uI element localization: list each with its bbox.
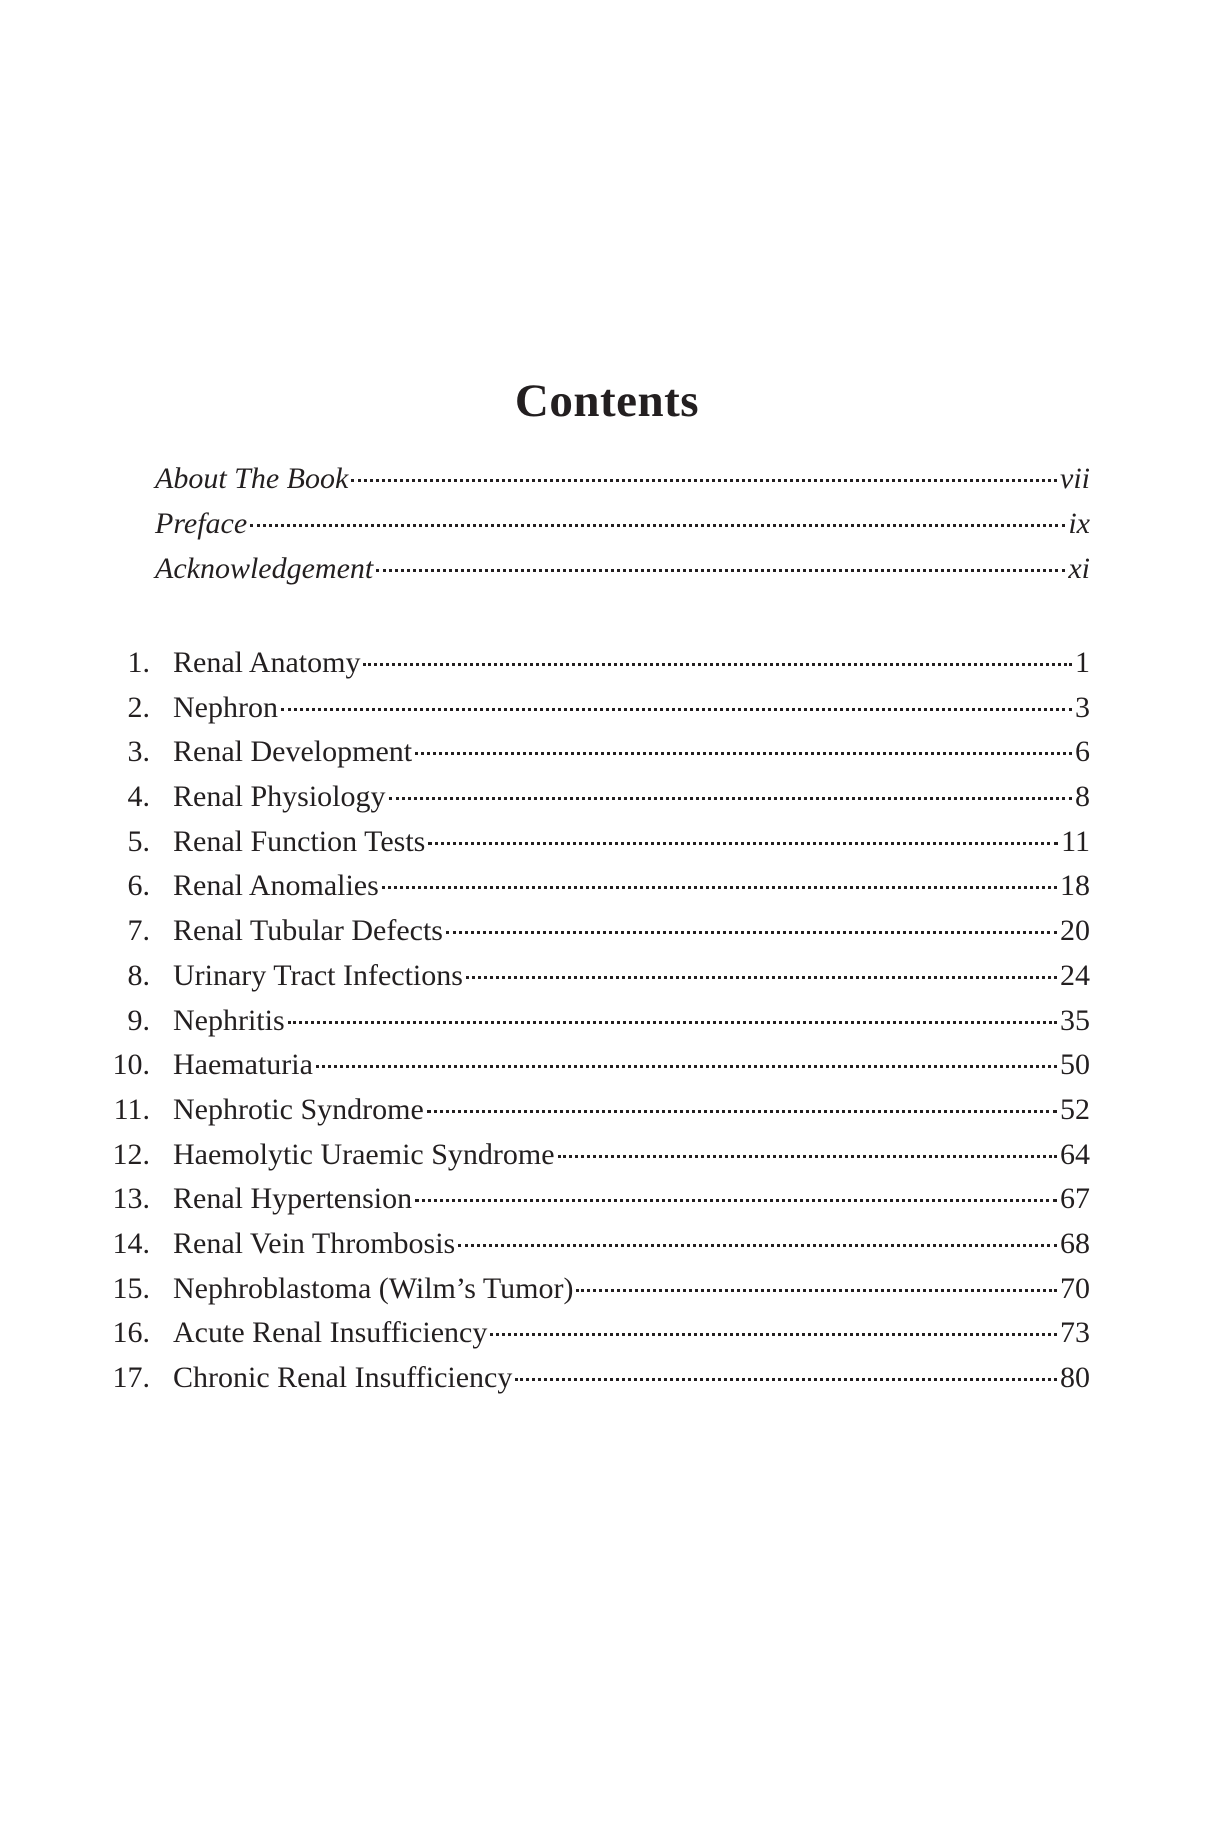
chapter-title: Renal Physiology <box>173 780 386 814</box>
chapter-number: 16. <box>112 1316 150 1350</box>
chapter-title: Urinary Tract Infections <box>173 958 463 992</box>
page-number: 52 <box>1060 1092 1090 1126</box>
chapter-entry[interactable] <box>90 1048 1090 1093</box>
page-number: 67 <box>1060 1182 1090 1216</box>
page-number: 73 <box>1060 1316 1090 1350</box>
page-title: Contents <box>514 375 700 427</box>
chapter-entry[interactable] <box>90 1138 1090 1183</box>
chapter-number: 3. <box>127 735 150 769</box>
chapter-entry[interactable] <box>90 959 1090 1004</box>
dot-leader <box>576 1289 1057 1292</box>
dot-leader <box>415 752 1072 755</box>
chapter-list <box>90 646 1090 1406</box>
chapter-number: 9. <box>127 1003 150 1037</box>
chapter-number: 8. <box>127 958 150 992</box>
dot-leader <box>558 1155 1057 1158</box>
chapter-number: 14. <box>112 1226 150 1260</box>
entry-title: Preface <box>155 507 248 540</box>
chapter-title: Nephron <box>173 690 278 724</box>
dot-leader <box>415 1199 1057 1202</box>
dot-leader <box>351 479 1057 482</box>
chapter-number: 7. <box>127 914 150 948</box>
chapter-title: Renal Development <box>173 735 413 769</box>
chapter-title: Haematuria <box>173 1048 313 1082</box>
chapter-title: Haemolytic Uraemic Syndrome <box>173 1137 555 1171</box>
page-number: 80 <box>1060 1361 1090 1394</box>
dot-leader <box>288 1021 1057 1024</box>
page-number: vii <box>1060 462 1090 495</box>
chapter-entry[interactable] <box>90 869 1090 914</box>
dot-leader <box>428 842 1058 845</box>
page-number: 70 <box>1060 1271 1090 1305</box>
chapter-title: Chronic Renal Insufficiency <box>173 1361 513 1394</box>
dot-leader <box>250 524 1065 527</box>
dot-leader <box>427 1110 1057 1113</box>
page-number: 68 <box>1060 1226 1090 1260</box>
chapter-title: Renal Tubular Defects <box>173 914 443 948</box>
front-matter-list <box>155 462 1090 597</box>
dot-leader <box>458 1244 1057 1247</box>
dot-leader <box>281 708 1072 711</box>
chapter-number: 4. <box>127 780 150 814</box>
chapter-number: 6. <box>127 869 150 903</box>
page-number: 64 <box>1060 1137 1090 1171</box>
chapter-number: 11. <box>113 1092 150 1126</box>
dot-leader <box>389 797 1072 800</box>
chapter-entry[interactable] <box>90 914 1090 959</box>
chapter-number: 1. <box>127 646 150 679</box>
chapter-number: 15. <box>112 1271 150 1305</box>
page-number: 20 <box>1060 914 1090 948</box>
chapter-number: 10. <box>112 1048 150 1082</box>
chapter-entry[interactable] <box>90 825 1090 870</box>
chapter-entry[interactable] <box>90 646 1090 691</box>
page-number: 18 <box>1060 869 1090 903</box>
dot-leader <box>466 976 1057 979</box>
chapter-title: Renal Function Tests <box>173 824 426 858</box>
dot-leader <box>515 1378 1057 1381</box>
page-number: 1 <box>1075 646 1090 679</box>
chapter-entry[interactable] <box>90 1227 1090 1272</box>
chapter-entry[interactable] <box>90 1361 1090 1406</box>
chapter-entry[interactable] <box>90 780 1090 825</box>
chapter-title: Acute Renal Insufficiency <box>173 1316 488 1350</box>
chapter-title: Renal Hypertension <box>173 1182 413 1216</box>
chapter-number: 17. <box>112 1361 150 1394</box>
page-number: 3 <box>1075 690 1090 724</box>
chapter-title: Nephrotic Syndrome <box>173 1092 424 1126</box>
entry-title: About The Book <box>155 462 349 495</box>
toc-entry[interactable] <box>155 507 1090 552</box>
chapter-title: Renal Anomalies <box>173 869 379 903</box>
chapter-title: Nephroblastoma (Wilm’s Tumor) <box>173 1271 574 1305</box>
chapter-entry[interactable] <box>90 1004 1090 1049</box>
chapter-title: Renal Anatomy <box>173 646 361 679</box>
chapter-entry[interactable] <box>90 691 1090 736</box>
chapter-entry[interactable] <box>90 1093 1090 1138</box>
chapter-number: 13. <box>112 1182 150 1216</box>
chapter-number: 2. <box>127 690 150 724</box>
chapter-title: Nephritis <box>173 1003 285 1037</box>
toc-entry[interactable] <box>155 462 1090 507</box>
toc-entry[interactable] <box>155 552 1090 597</box>
page-number: 6 <box>1075 735 1090 769</box>
chapter-entry[interactable] <box>90 1316 1090 1361</box>
chapter-entry[interactable] <box>90 735 1090 780</box>
page-number: 50 <box>1060 1048 1090 1082</box>
page-number: ix <box>1068 507 1090 540</box>
chapter-title: Renal Vein Thrombosis <box>173 1226 456 1260</box>
chapter-number: 5. <box>127 824 150 858</box>
chapter-entry[interactable] <box>90 1182 1090 1227</box>
dot-leader <box>363 663 1072 666</box>
page-number: 35 <box>1060 1003 1090 1037</box>
page-number: 11 <box>1061 824 1090 858</box>
dot-leader <box>490 1333 1057 1336</box>
entry-title: Acknowledgement <box>155 552 374 585</box>
dot-leader <box>446 931 1057 934</box>
page-number: xi <box>1068 552 1090 585</box>
chapter-entry[interactable] <box>90 1272 1090 1317</box>
chapter-number: 12. <box>112 1137 150 1171</box>
page-number: 8 <box>1075 780 1090 814</box>
dot-leader <box>382 886 1057 889</box>
dot-leader <box>376 569 1065 572</box>
dot-leader <box>316 1065 1057 1068</box>
page-number: 24 <box>1060 958 1090 992</box>
